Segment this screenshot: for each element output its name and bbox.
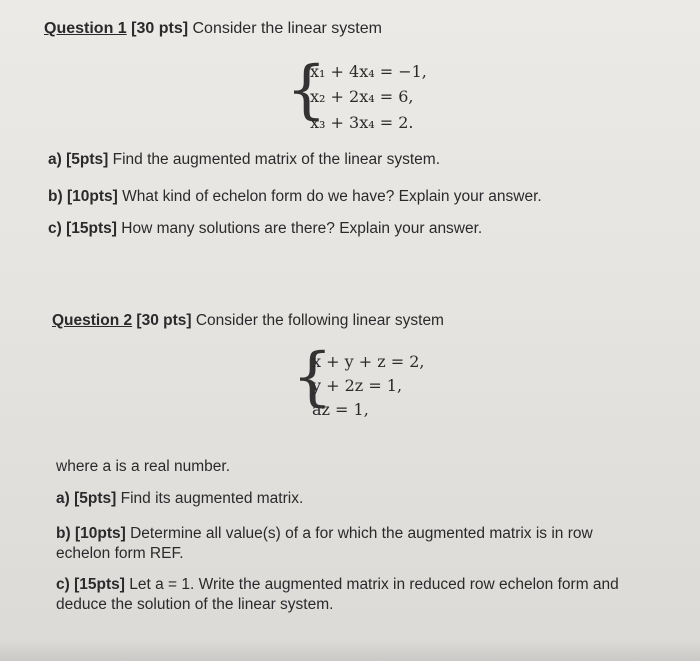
q2-part-a (56, 490, 303, 508)
q2-part-b-pts: [10pts] (74, 525, 126, 542)
q1-part-b-letter: b) (48, 188, 63, 205)
q2-brace: { (292, 340, 333, 414)
q2-part-a-pts: [5pts] (74, 490, 117, 507)
q1-points: [30 pts] (131, 20, 189, 37)
q2-part-c-text: Let a = 1. Write the augmented matrix in reduced row echelon form and deduce the solution of the linear system. (56, 576, 619, 613)
q1-heading (44, 20, 382, 38)
q2-equation-1: x + y + z = 2, (312, 352, 425, 371)
q1-part-a-text: Find the augmented matrix of the linear system. (112, 151, 441, 168)
q2-part-c (56, 575, 656, 615)
q1-part-c (48, 220, 482, 238)
q1-part-b (48, 188, 542, 206)
q1-equation-2: x₂ + 2x₄ = 6, (310, 87, 414, 106)
q1-part-c-pts: [15pts] (66, 220, 117, 237)
q2-part-c-pts: [15pts] (74, 576, 125, 593)
q1-equation-3: x₃ + 3x₄ = 2. (310, 113, 414, 132)
q2-part-b-letter: b) (56, 525, 71, 542)
q2-part-b-text: Determine all value(s) of a for which the augmented matrix is in row echelon form REF. (56, 525, 593, 562)
q2-equation-2: y + 2z = 1, (312, 376, 403, 395)
q1-part-c-letter: c) (48, 220, 62, 237)
q2-equation-3: az = 1, (312, 400, 369, 419)
q2-heading (52, 312, 444, 330)
q2-points: [30 pts] (136, 312, 192, 329)
q1-part-b-pts: [10pts] (66, 188, 118, 205)
q1-brace: { (286, 53, 327, 127)
q1-part-b-text: What kind of echelon form do we have? Explain your answer. (122, 188, 542, 205)
q1-part-a (48, 151, 440, 169)
q1-label: Question 1 (44, 20, 127, 37)
q1-part-a-pts: [5pts] (66, 151, 109, 168)
q1-part-a-letter: a) (48, 151, 62, 168)
q1-intro: Consider the linear system (192, 20, 382, 37)
q2-part-a-letter: a) (56, 490, 70, 507)
q2-part-c-letter: c) (56, 576, 70, 593)
q2-intro: Consider the following linear system (195, 312, 444, 329)
q2-part-b (56, 524, 646, 564)
bottom-shadow (0, 640, 700, 661)
q2-label: Question 2 (52, 312, 133, 329)
q2-where: where a is a real number. (56, 458, 231, 475)
q1-part-c-text: How many solutions are there? Explain your answer. (121, 220, 483, 237)
q1-equation-1: x₁ + 4x₄ = −1, (310, 62, 427, 81)
q2-part-a-text: Find its augmented matrix. (120, 490, 304, 507)
